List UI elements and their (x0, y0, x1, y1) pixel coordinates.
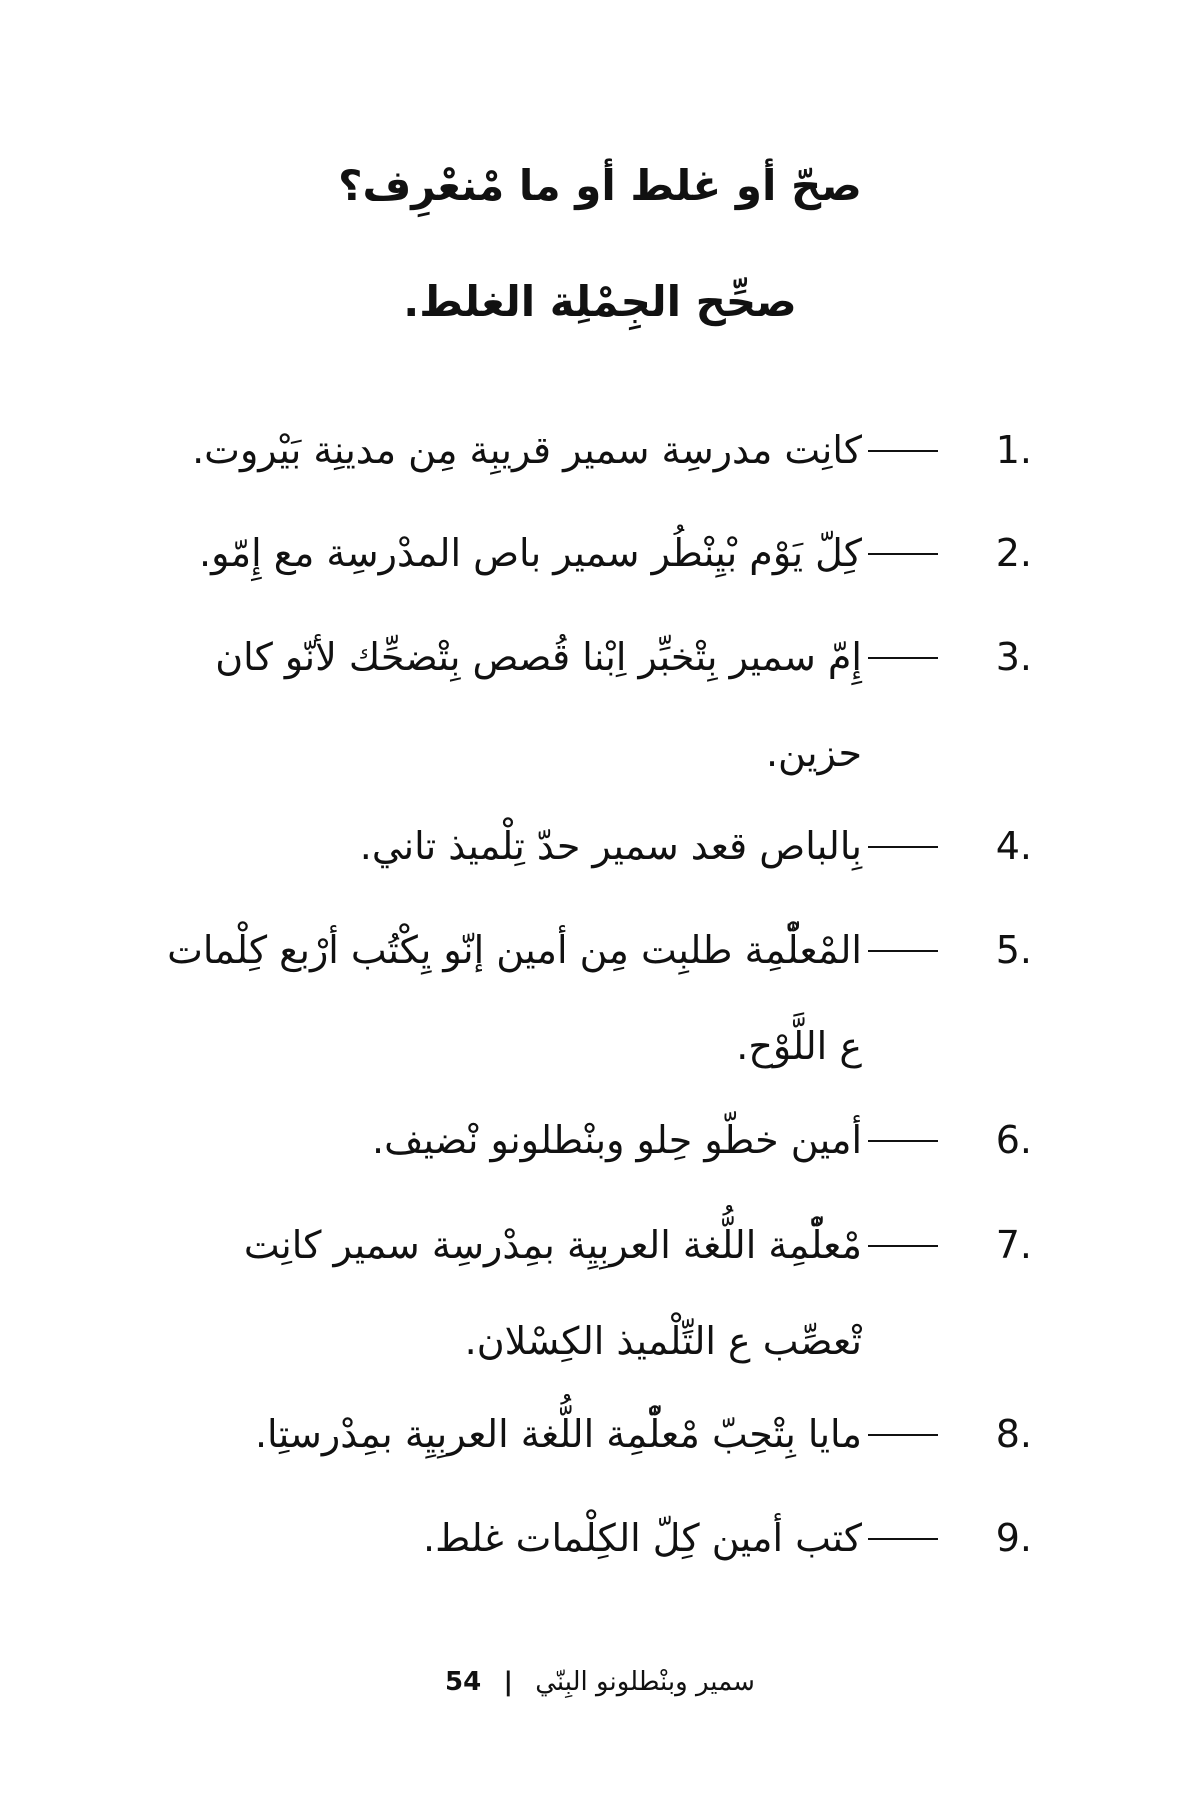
question-text: بِالباص قعد سمير حدّ تِلْميذ تاني. (359, 824, 862, 868)
answer-blank[interactable] (868, 846, 938, 848)
question-number: 2. (995, 531, 1032, 575)
page-subtitle: صحِّح الجِمْلِة الغلط. (403, 277, 797, 326)
question-text: إِمّ سمير بِتْخبِّر اِبْنا قُصص بِتْضحِّك لأنّو كان حزين. (215, 635, 862, 775)
question-item (0, 920, 1200, 1110)
question-text: كتب أمين كِلّ الكِلْمات غلط. (423, 1516, 862, 1560)
footer-separator: | (503, 1667, 513, 1697)
question-item (0, 1215, 1200, 1405)
answer-blank[interactable] (868, 657, 938, 659)
question-text: أمين خطّو حِلو وبنْطلونو نْضيف. (371, 1118, 862, 1162)
question-number: 1. (995, 428, 1032, 472)
question-number: 7. (995, 1223, 1032, 1267)
answer-blank[interactable] (868, 1245, 938, 1247)
question-number: 6. (995, 1118, 1032, 1162)
page-footer (0, 1662, 1200, 1702)
question-number: 4. (995, 824, 1032, 868)
answer-blank[interactable] (868, 950, 938, 952)
question-item (0, 627, 1200, 817)
answer-blank[interactable] (868, 1538, 938, 1540)
question-item (0, 1508, 1200, 1618)
question-number: 3. (995, 635, 1032, 679)
answer-blank[interactable] (868, 1140, 938, 1142)
page-title: صحّ أو غلط أو ما مْنعْرِف؟ (338, 161, 862, 210)
page-number: 54 (445, 1667, 482, 1697)
question-text: مْعلّْمِة اللُّغة العربِيِة بمِدْرسِة سمير كانِت تْعصِّب ع التِّلْميذ الكِسْلان. (243, 1223, 862, 1363)
question-number: 5. (995, 928, 1032, 972)
answer-blank[interactable] (868, 450, 938, 452)
question-text: مايا بِتْحِبّ مْعلّْمِة اللُّغة العربِيِة بمِدْرستِا. (254, 1412, 862, 1456)
answer-blank[interactable] (868, 553, 938, 555)
question-number: 8. (995, 1412, 1032, 1456)
question-number: 9. (995, 1516, 1032, 1560)
question-text: المْعلّْمِة طلبِت مِن أمين إنّو يِكْتُب أرْبع كِلْمات ع اللَّوْح. (167, 928, 862, 1068)
question-text: كِلّ يَوْم بْيِنْطُر سمير باص المدْرسِة مع إِمّو. (199, 531, 862, 575)
book-title: سمير وبنْطلونو البِنّي (535, 1667, 755, 1697)
question-text: كانِت مدرسِة سمير قريبِة مِن مدينِة بَيْروت. (192, 428, 862, 472)
answer-blank[interactable] (868, 1434, 938, 1436)
